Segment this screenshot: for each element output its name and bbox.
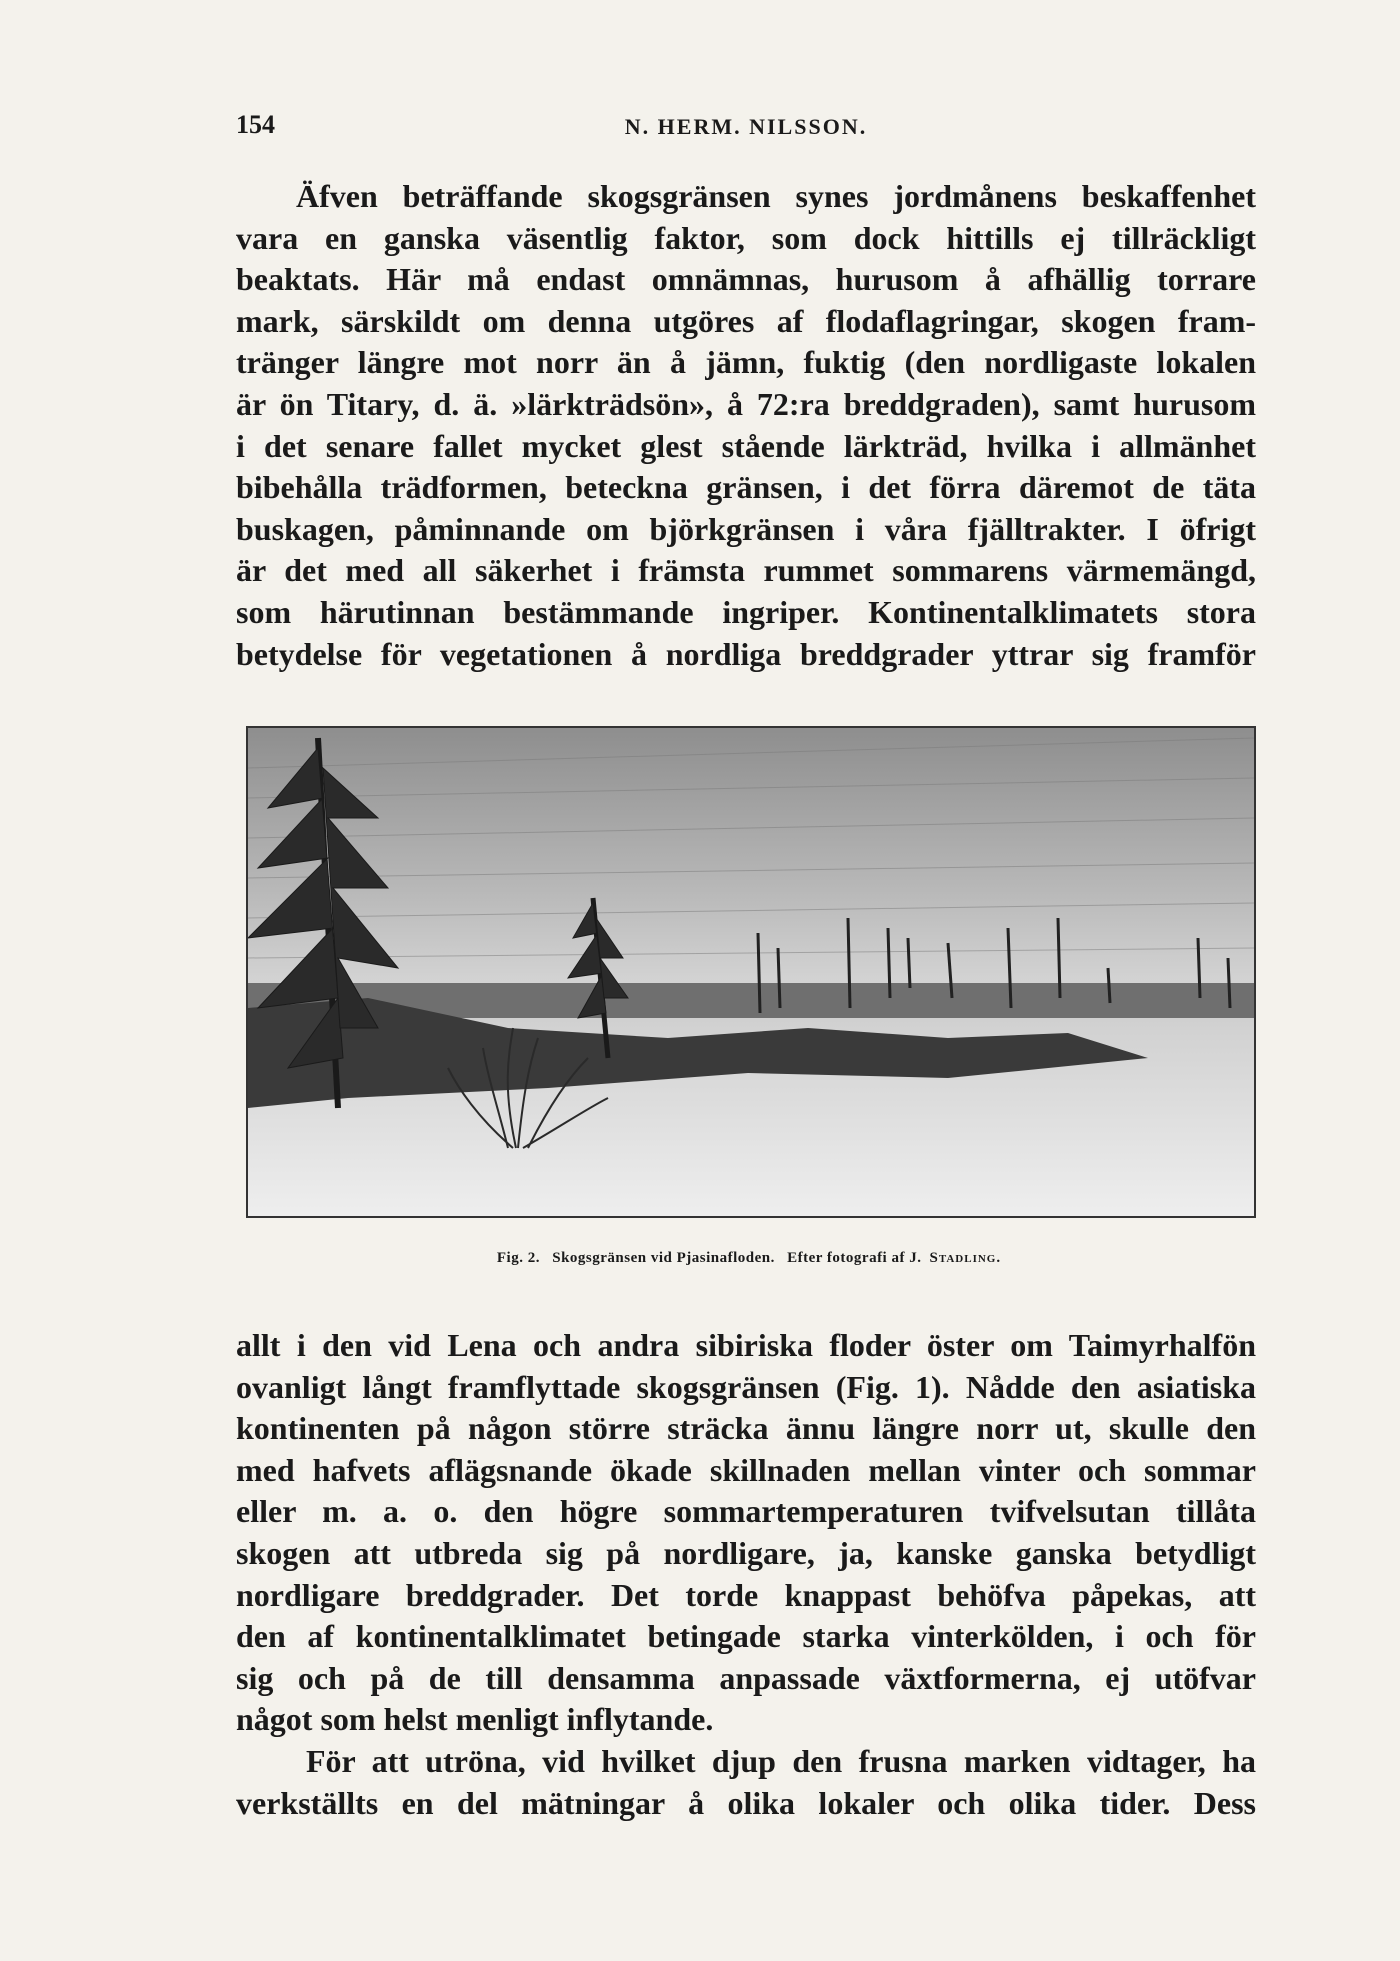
caption-label: Fig. 2.: [496, 1250, 540, 1266]
text-line: skogen att utbreda sig på nordligare, ja, kanske ganska betydligt: [236, 1534, 1256, 1571]
text-line: mark, särskildt om denna utgöres af flodaflagringar, skogen fram-: [236, 302, 1256, 339]
text-line: verkställts en del mätningar å olika lokaler och olika tider. Dess: [236, 1784, 1256, 1821]
text-line: eller m. a. o. den högre sommartemperaturen tvifvelsutan tillåta: [236, 1493, 1256, 1530]
text-line: betydelse för vegetationen å nordliga breddgrader yttrar sig framför: [236, 635, 1256, 672]
text-line: sig och på de till densamma anpassade växtformerna, ej utöfvar: [236, 1659, 1256, 1696]
text-line: kontinenten på någon större sträcka ännu längre norr ut, skulle den: [236, 1410, 1256, 1447]
text-line: beaktats. Här må endast omnämnas, hurusom å afhällig torrare: [236, 261, 1256, 298]
figure-photograph: [246, 726, 1256, 1218]
text-line: i det senare fallet mycket glest stående lärkträd, hvilka i allmänhet: [236, 427, 1256, 464]
text-line: med hafvets aflägsnande ökade skillnaden mellan vinter och sommar: [236, 1451, 1256, 1488]
text-line: nordligare breddgrader. Det torde knappast behöfva påpekas, att: [236, 1576, 1256, 1613]
text-line: tränger längre mot norr än å jämn, fuktig (den nordligaste lokalen: [236, 344, 1256, 381]
caption-credit-name: Stadling.: [929, 1250, 1002, 1266]
text-line: är det med all säkerhet i främsta rummet sommarens värmemängd,: [236, 552, 1256, 589]
paragraph-3: [236, 1741, 1256, 1824]
paragraph-1: [236, 176, 1256, 675]
sky: [248, 728, 1254, 998]
text-line: allt i den vid Lena och andra sibiriska floder öster om Taimyrhalfön: [236, 1327, 1256, 1363]
figure-caption: [246, 1250, 1252, 1267]
text-line: den af kontinentalklimatet betingade starka vinterkölden, i och för: [236, 1618, 1256, 1655]
text-line: buskagen, påminnande om björkgränsen i våra fjälltrakter. I öfrigt: [236, 510, 1256, 547]
caption-title: Skogsgränsen vid Pjasinafloden.: [552, 1250, 775, 1266]
caption-credit-prefix: Efter fotografi af J.: [787, 1250, 922, 1266]
page-number: 154: [236, 110, 275, 139]
running-head: N. HERM. NILSSON.: [624, 114, 868, 139]
text-line: ovanligt långt framflyttade skogsgränsen (Fig. 1). Nådde den asiatiska: [236, 1368, 1256, 1405]
text-line: som härutinnan bestämmande ingriper. Kontinentalklimatets stora: [236, 593, 1256, 630]
text-line: Äfven beträffande skogsgränsen synes jordmånens beskaffenhet: [296, 178, 1256, 214]
text-line: något som helst menligt inflytande.: [236, 1701, 714, 1738]
text-line: vara en ganska väsentlig faktor, som dock hittills ej tillräckligt: [236, 219, 1256, 256]
text-line: För att utröna, vid hvilket djup den frusna marken vidtager, ha: [306, 1743, 1256, 1779]
page-header: [236, 110, 1256, 150]
photo-illustration: [248, 728, 1254, 1216]
text-line: är ön Titary, d. ä. »lärkträdsön», å 72:ra breddgraden), samt hurusom: [236, 385, 1256, 422]
text-line: bibehålla trädformen, beteckna gränsen, i det förra däremot de täta: [236, 469, 1256, 506]
paragraph-2: [236, 1325, 1256, 1741]
